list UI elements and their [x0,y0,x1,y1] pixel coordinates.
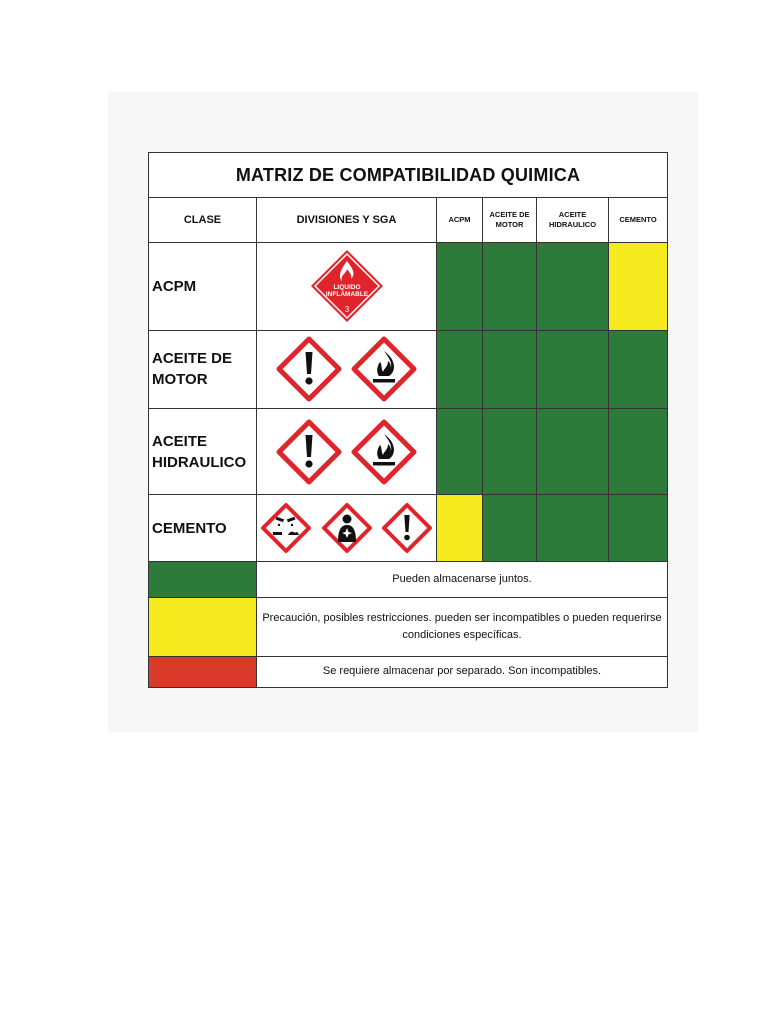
cell-aceite-hidraulico-cemento [609,408,668,494]
matrix-title: MATRIZ DE COMPATIBILIDAD QUIMICA [149,153,668,198]
header-aceite-hidraulico-line-2: HIDRAULICO [548,220,597,230]
legend-text-yellow [257,597,668,656]
legend-row-green [149,562,668,597]
legend-text-yellow-line-1: Precaución, posibles restricciones. pueden ser incompatibles o pueden requerirse [262,611,662,624]
header-divisiones: DIVISIONES Y SGA [257,198,437,243]
legend-row-yellow [149,597,668,656]
cell-cemento-cemento [609,495,668,562]
header-aceite-hidraulico-line-1: ACEITE [558,210,587,220]
legend-text-yellow-line-2: condiciones específicas. [402,628,522,641]
cell-aceite-motor-aceite-motor [483,330,537,408]
cell-acpm-cemento [609,243,668,330]
row-label-line-2: HIDRAULICO [152,453,247,471]
pictograms-acpm [257,243,437,330]
cell-aceite-hidraulico-aceite-motor [483,408,537,494]
header-aceite-motor-line-1: ACEITE DE [489,210,530,220]
pictograms-cemento [257,495,437,562]
row-label-line-2: MOTOR [152,371,208,389]
header-aceite-motor-line-2: MOTOR [495,220,524,230]
health-hazard-icon [321,502,373,554]
flammable-liquid-placard-icon [309,248,385,324]
row-label-acpm [149,243,257,330]
placard-text-line-1: LIQUIDO [332,284,361,292]
header-aceite-hidraulico [537,198,609,243]
header-row [149,198,668,243]
cell-cemento-aceite-hidraulico [537,495,609,562]
corrosion-icon [260,502,312,554]
exclamation-mark-icon [381,502,433,554]
row-label-aceite-motor [149,330,257,408]
legend-swatch-green [149,562,257,597]
row-label-aceite-hidraulico [149,408,257,494]
cell-acpm-aceite-hidraulico [537,243,609,330]
placard-text-line-2: INFLAMABLE [325,291,368,299]
row-label-line-1: CEMENTO [152,519,227,537]
cell-aceite-hidraulico-aceite-hidraulico [537,408,609,494]
legend-text-green: Pueden almacenarse juntos. [257,562,668,597]
matrix-row-aceite-hidraulico [149,408,668,494]
legend-row-red [149,656,668,687]
matrix-row-cemento [149,495,668,562]
matrix-row-aceite-motor [149,330,668,408]
legend-swatch-red [149,656,257,687]
cell-acpm-aceite-motor [483,243,537,330]
exclamation-mark-icon [276,419,342,485]
header-aceite-motor [483,198,537,243]
flame-icon [351,336,417,402]
cell-acpm-acpm [437,243,483,330]
row-label-cemento [149,495,257,562]
cell-aceite-motor-acpm [437,330,483,408]
exclamation-mark-icon [276,336,342,402]
cell-cemento-aceite-motor [483,495,537,562]
cell-aceite-motor-aceite-hidraulico [537,330,609,408]
row-label-line-1: ACPM [152,277,197,295]
header-clase: CLASE [149,198,257,243]
cell-aceite-hidraulico-acpm [437,408,483,494]
matrix-row-acpm [149,243,668,330]
placard-number: 3 [344,305,349,315]
row-label-line-1: ACEITE [152,432,208,450]
compatibility-matrix [148,152,668,688]
legend-swatch-yellow [149,597,257,656]
row-label-line-1: ACEITE DE [152,350,233,368]
pictograms-aceite-motor [257,330,437,408]
legend-text-red: Se requiere almacenar por separado. Son incompatibles. [257,656,668,687]
cell-aceite-motor-cemento [609,330,668,408]
header-acpm: ACPM [437,198,483,243]
cell-cemento-acpm [437,495,483,562]
header-cemento: CEMENTO [609,198,668,243]
flame-icon [351,419,417,485]
pictograms-aceite-hidraulico [257,408,437,494]
